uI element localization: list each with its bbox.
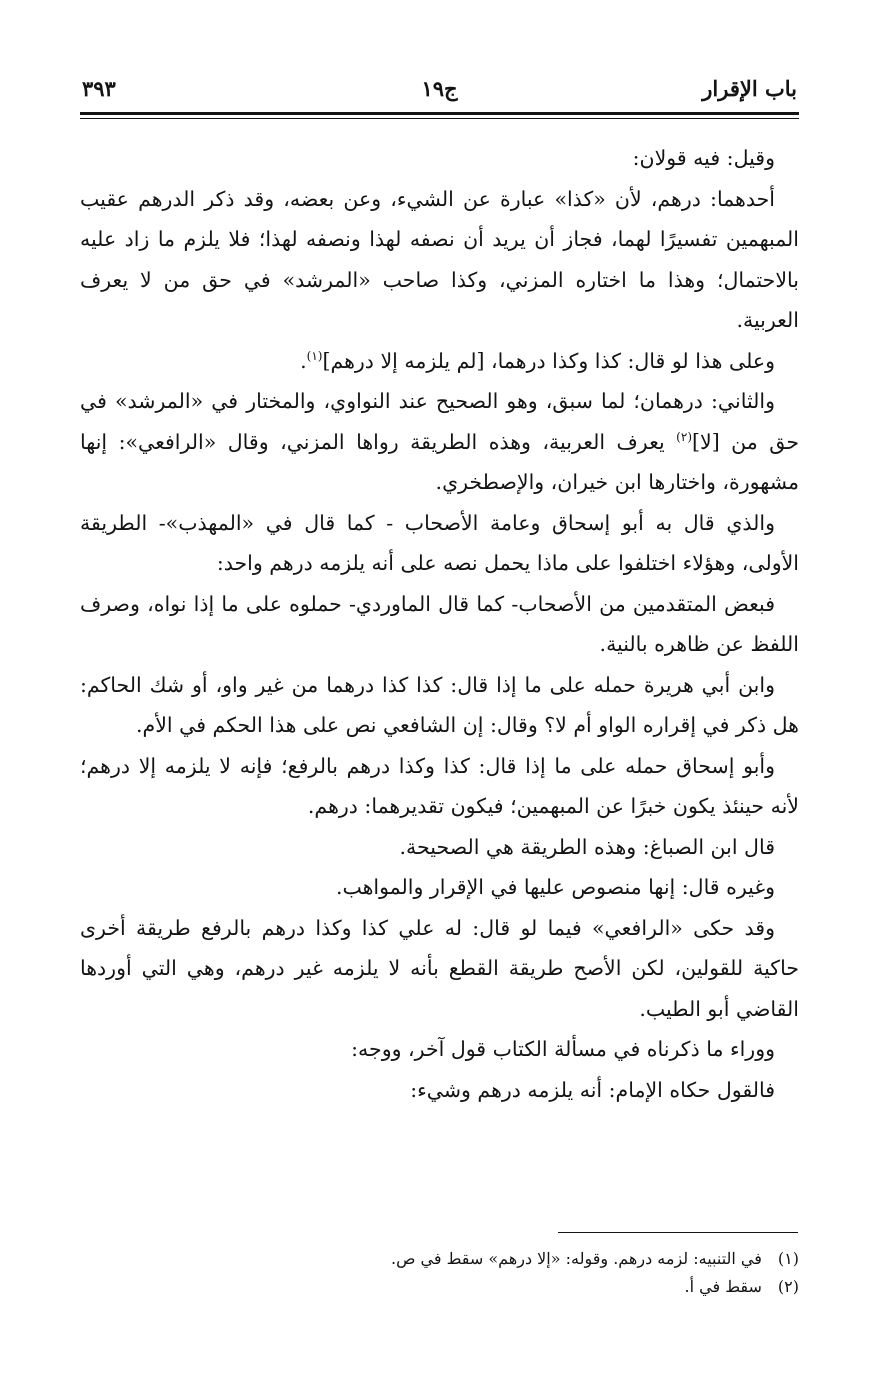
paragraph: وابن أبي هريرة حمله على ما إذا قال: كذا كذا درهما من غير واو، أو شك الحاكم: هل ذكر في إقراره الواو أم لا؟ وقال: إن الشافعي نص على هذا الحكم في الأم. (80, 672, 799, 737)
paragraph: قال ابن الصباغ: وهذه الطريقة هي الصحيحة. (399, 834, 775, 859)
footnote-number: (١) (777, 1249, 799, 1268)
footnote-reference[interactable]: (١) (306, 348, 323, 363)
paragraph: فالقول حكاه الإمام: أنه يلزمه درهم وشيء: (410, 1077, 775, 1102)
footnote-separator (558, 1232, 798, 1233)
running-header (82, 70, 797, 110)
footnote (80, 1245, 799, 1273)
paragraph: والثاني: درهمان؛ لما سبق، وهو الصحيح عند النواوي، والمختار في «المرشد» في حق من [لا]$^{(٢)}$ يعرف العربية، وهذه الطريقة رواها المزني، وقال «الرافعي»: إنها مشهورة، واختارها ابن خيران، والإصطخري. (80, 389, 799, 494)
paragraph: فبعض المتقدمين من الأصحاب- كما قال الماوردي- حملوه على ما إذا نواه، وصرف اللفظ عن ظاهره بالنية. (80, 591, 799, 656)
page-number: ٣٩٣ (82, 76, 116, 101)
paragraph: وعلى هذا لو قال: كذا وكذا درهما، [لم يلزمه إلا درهم]$^{(١)}$. (300, 348, 775, 373)
volume-number: ج١٩ (421, 76, 458, 101)
footnote (80, 1273, 799, 1301)
section-title: باب الإقرار (702, 76, 797, 101)
footnotes (80, 1245, 799, 1301)
paragraph: والذي قال به أبو إسحاق وعامة الأصحاب - كما قال في «المهذب»- الطريقة الأولى، وهؤلاء اختلفوا على ماذا يحمل نصه على أنه يلزمه درهم واحد: (80, 510, 799, 575)
header-rule-thick (80, 112, 799, 115)
header-rule-thin (80, 118, 799, 119)
paragraph: أحدهما: درهم، لأن «كذا» عبارة عن الشيء، وعن بعضه، وقد ذكر الدرهم عقيب المبهمين تفسيرًا لهما، فجاز أن يريد أن نصفه لهذا ونصفه لهذا؛ فلا يلزم ما زاد عليه بالاحتمال؛ وهذا ما اختاره المزني، وكذا صاحب «المرشد» في حق من لا يعرف العربية. (80, 186, 799, 332)
paragraph: وغيره قال: إنها منصوص عليها في الإقرار والمواهب. (335, 875, 775, 899)
footnote-reference[interactable]: (٢) (676, 429, 692, 444)
main-text (80, 138, 799, 1110)
footnote-number: (٢) (777, 1277, 799, 1296)
footnote-text: في التنبيه: لزمه درهم. وقوله: «إلا درهم» سقط في ص. (391, 1249, 762, 1268)
paragraph: وقيل: فيه قولان: (632, 146, 775, 170)
paragraph: وأبو إسحاق حمله على ما إذا قال: كذا وكذا درهم بالرفع؛ فإنه لا يلزمه إلا درهم؛ لأنه حينئذ يكون خبرًا عن المبهمين؛ فيكون تقديرهما: درهم. (80, 753, 799, 818)
paragraph: ووراء ما ذكرناه في مسألة الكتاب قول آخر، ووجه: (351, 1037, 775, 1061)
paragraph: وقد حكى «الرافعي» فيما لو قال: له علي كذا وكذا درهم بالرفع طريقة أخرى حاكية للقولين، لكن الأصح طريقة القطع بأنه لا يلزمه غير درهم، وهي التي أوردها القاضي أبو الطيب. (80, 915, 799, 1021)
footnote-text: سقط في أ. (684, 1277, 762, 1296)
